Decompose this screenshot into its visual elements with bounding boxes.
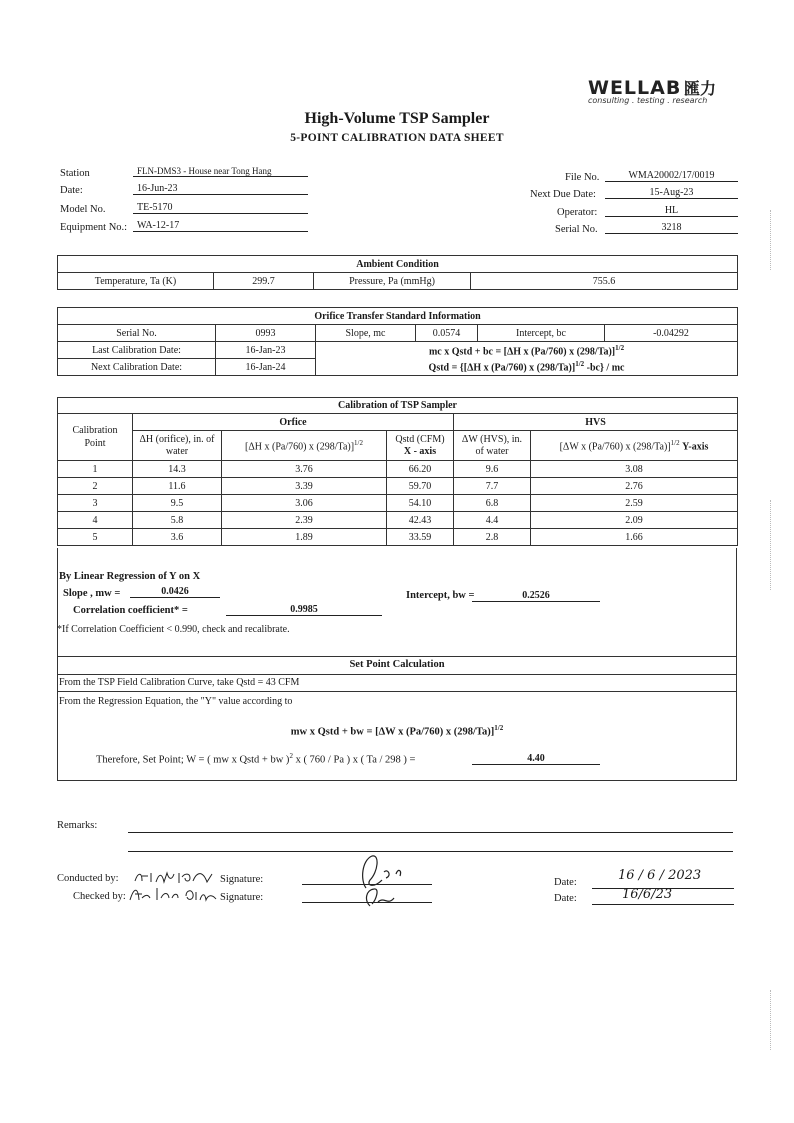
orifice-standard-table [57, 307, 738, 376]
setpoint-line-1-border [57, 691, 737, 692]
last-calibration-value: 16-Jan-23 [216, 342, 316, 359]
frame-bottom-border [57, 780, 737, 781]
cell-qstd: 42.43 [387, 512, 454, 529]
cell-delta-h-expression: 3.76 [222, 461, 387, 478]
pressure-value: 755.6 [471, 273, 738, 290]
regression-heading: By Linear Regression of Y on X [59, 571, 201, 582]
cell-delta-h-expression: 2.39 [222, 512, 387, 529]
table-row [58, 461, 738, 478]
cell-delta-w: 2.8 [454, 529, 531, 546]
checked-signature-mark [360, 886, 410, 910]
table-row [58, 512, 738, 529]
scan-edge-artifact [770, 990, 772, 1050]
orifice-equation-2-tail: -bc} / mc [584, 362, 625, 374]
cell-delta-w-expression: 2.09 [531, 512, 738, 529]
correlation-value: 0.9985 [226, 604, 382, 616]
pressure-label: Pressure, Pa (mmHg) [314, 273, 471, 290]
setpoint-value: 4.40 [472, 753, 600, 765]
next-due-label: Next Due Date: [530, 189, 596, 200]
cell-delta-w: 9.6 [454, 461, 531, 478]
cell-delta-h-expression: 3.06 [222, 495, 387, 512]
file-label: File No. [565, 172, 600, 183]
conducted-by-label: Conducted by: [57, 873, 119, 884]
cell-point: 5 [58, 529, 133, 546]
col-delta-h-expression-text: [ΔH x (Pa/760) x (298/Ta)] [245, 441, 355, 453]
intercept-bw-value: 0.2526 [472, 590, 600, 602]
cell-delta-w-expression: 3.08 [531, 461, 738, 478]
orifice-equation-2 [316, 359, 738, 376]
col-qstd [387, 431, 454, 461]
col-delta-w: ΔW (HVS), in. of water [454, 431, 531, 461]
checked-signature-label: Signature: [220, 892, 264, 903]
slope-mc-value: 0.0574 [416, 325, 478, 342]
remarks-line-2 [128, 851, 733, 852]
col-delta-h-expression [222, 431, 387, 461]
intercept-bc-label: Intercept, bc [478, 325, 605, 342]
cell-qstd: 59.70 [387, 478, 454, 495]
setpoint-therefore [96, 752, 415, 766]
orifice-group-header: Orfice [133, 414, 454, 431]
checked-date-value: 16/6/23 [622, 887, 673, 902]
ambient-condition-table [57, 255, 738, 290]
date-value: 16-Jun-23 [133, 183, 308, 195]
slope-mc-label: Slope, mc [316, 325, 416, 342]
cell-delta-w: 4.4 [454, 512, 531, 529]
temperature-value: 299.7 [214, 273, 314, 290]
cell-qstd: 33.59 [387, 529, 454, 546]
setpoint-therefore-text: Therefore, Set Point; W = ( mw x Qstd + bw ) [96, 754, 290, 766]
col-qstd-axis: X - axis [403, 445, 437, 457]
last-calibration-label: Last Calibration Date: [58, 342, 216, 359]
setpoint-top-border [57, 656, 737, 657]
slope-mw-value: 0.0426 [130, 586, 220, 598]
serial-value: 3218 [605, 222, 738, 234]
cell-delta-h: 11.6 [133, 478, 222, 495]
setpoint-line-2: From the Regression Equation, the "Y" value according to [59, 696, 293, 707]
orifice-equation-1-exponent: 1/2 [615, 343, 625, 352]
calibration-heading: Calibration of TSP Sampler [58, 398, 738, 414]
setpoint-equation [57, 724, 737, 738]
setpoint-heading: Set Point Calculation [349, 659, 445, 670]
operator-label: Operator: [557, 207, 598, 218]
cell-delta-h: 5.8 [133, 512, 222, 529]
cell-delta-h: 9.5 [133, 495, 222, 512]
hvs-group-header: HVS [454, 414, 738, 431]
ambient-heading: Ambient Condition [58, 256, 738, 273]
setpoint-heading-border [57, 674, 737, 675]
serial-label: Serial No. [555, 224, 598, 235]
cell-point: 1 [58, 461, 133, 478]
temperature-label: Temperature, Ta (K) [58, 273, 214, 290]
cell-delta-h-expression: 3.39 [222, 478, 387, 495]
table-row [58, 478, 738, 495]
page-subtitle: 5-POINT CALIBRATION DATA SHEET [290, 132, 504, 144]
equipment-value: WA-12-17 [133, 220, 308, 232]
cell-delta-w-expression: 1.66 [531, 529, 738, 546]
next-calibration-value: 16-Jan-24 [216, 359, 316, 376]
equipment-label: Equipment No.: [60, 222, 128, 233]
conducted-signature-label: Signature: [220, 874, 264, 885]
page-title: High-Volume TSP Sampler [304, 110, 490, 127]
cell-delta-w-expression: 2.59 [531, 495, 738, 512]
orifice-equation-1-text: mc x Qstd + bc = [ΔH x (Pa/760) x (298/Ta)] [428, 345, 616, 357]
col-delta-w-axis: Y-axis [682, 441, 709, 453]
recalibrate-note: *If Correlation Coefficient < 0.990, check and recalibrate. [57, 624, 290, 635]
model-value: TE-5170 [133, 202, 308, 214]
checked-by-label: Checked by: [73, 891, 126, 902]
scan-edge-artifact [770, 500, 772, 590]
operator-value: HL [605, 205, 738, 217]
logo-text: WELLAB [588, 77, 682, 99]
cell-delta-w: 7.7 [454, 478, 531, 495]
col-delta-h: ΔH (orifice), in. of water [133, 431, 222, 461]
conducted-date-value: 16 / 6 / 2023 [618, 868, 702, 883]
orifice-equation-1 [316, 342, 738, 359]
cell-delta-h: 3.6 [133, 529, 222, 546]
cell-delta-h-expression: 1.89 [222, 529, 387, 546]
orifice-heading: Orifice Transfer Standard Information [58, 308, 738, 325]
calibration-table [57, 397, 738, 546]
cell-point: 2 [58, 478, 133, 495]
correlation-label: Correlation coefficient* = [73, 605, 188, 616]
remarks-label: Remarks: [57, 820, 98, 831]
date-label: Date: [60, 185, 83, 196]
setpoint-equation-text: mw x Qstd + bw = [ΔW x (Pa/760) x (298/Ta)] [290, 726, 495, 738]
orifice-equation-2-exponent: 1/2 [575, 360, 585, 369]
table-row [58, 529, 738, 546]
cell-point: 3 [58, 495, 133, 512]
cell-qstd: 54.10 [387, 495, 454, 512]
cell-qstd: 66.20 [387, 461, 454, 478]
company-logo [588, 76, 738, 105]
station-label: Station [60, 168, 90, 179]
orifice-serial-label: Serial No. [58, 325, 216, 342]
setpoint-equation-exponent: 1/2 [494, 724, 504, 732]
logo-chinese-text: 匯力 [683, 79, 716, 98]
table-row [58, 495, 738, 512]
checked-date-label: Date: [554, 893, 577, 904]
col-delta-w-expression [531, 431, 738, 461]
col-delta-h-expression-exponent: 1/2 [354, 438, 363, 447]
station-value: FLN-DMS3 - House near Tong Hang [133, 166, 308, 177]
next-due-value: 15-Aug-23 [605, 187, 738, 199]
conducted-date-label: Date: [554, 877, 577, 888]
logo-tagline: consulting . testing . research [588, 96, 708, 105]
setpoint-line-1: From the TSP Field Calibration Curve, take Qstd = 43 CFM [59, 677, 300, 688]
slope-mw-label: Slope , mw = [63, 588, 121, 599]
col-delta-w-expression-text: [ΔW x (Pa/760) x (298/Ta)] [559, 441, 671, 453]
next-calibration-label: Next Calibration Date: [58, 359, 216, 376]
col-calibration-point [58, 414, 133, 461]
setpoint-therefore-tail: x ( 760 / Pa ) x ( Ta / 298 ) = [292, 754, 416, 766]
cell-delta-w-expression: 2.76 [531, 478, 738, 495]
model-label: Model No. [60, 204, 106, 215]
file-value: WMA20002/17/0019 [605, 170, 738, 182]
cell-delta-h: 14.3 [133, 461, 222, 478]
remarks-line-1 [128, 832, 733, 833]
intercept-bc-value: -0.04292 [605, 325, 738, 342]
setpoint-therefore-exponent: 2 [289, 752, 293, 760]
cell-point: 4 [58, 512, 133, 529]
scan-edge-artifact [770, 210, 772, 270]
orifice-equation-2-text: Qstd = {[ΔH x (Pa/760) x (298/Ta)] [428, 362, 576, 374]
checked-by-handwritten-name [128, 884, 218, 904]
col-delta-w-expression-exponent: 1/2 [670, 438, 680, 447]
col-calibration-point-text: Calibration Point [72, 425, 118, 449]
intercept-bw-label: Intercept, bw = [406, 590, 475, 601]
cell-delta-w: 6.8 [454, 495, 531, 512]
orifice-serial-value: 0993 [216, 325, 316, 342]
date-line-checked [592, 904, 734, 905]
col-qstd-label: Qstd (CFM) [395, 433, 445, 445]
